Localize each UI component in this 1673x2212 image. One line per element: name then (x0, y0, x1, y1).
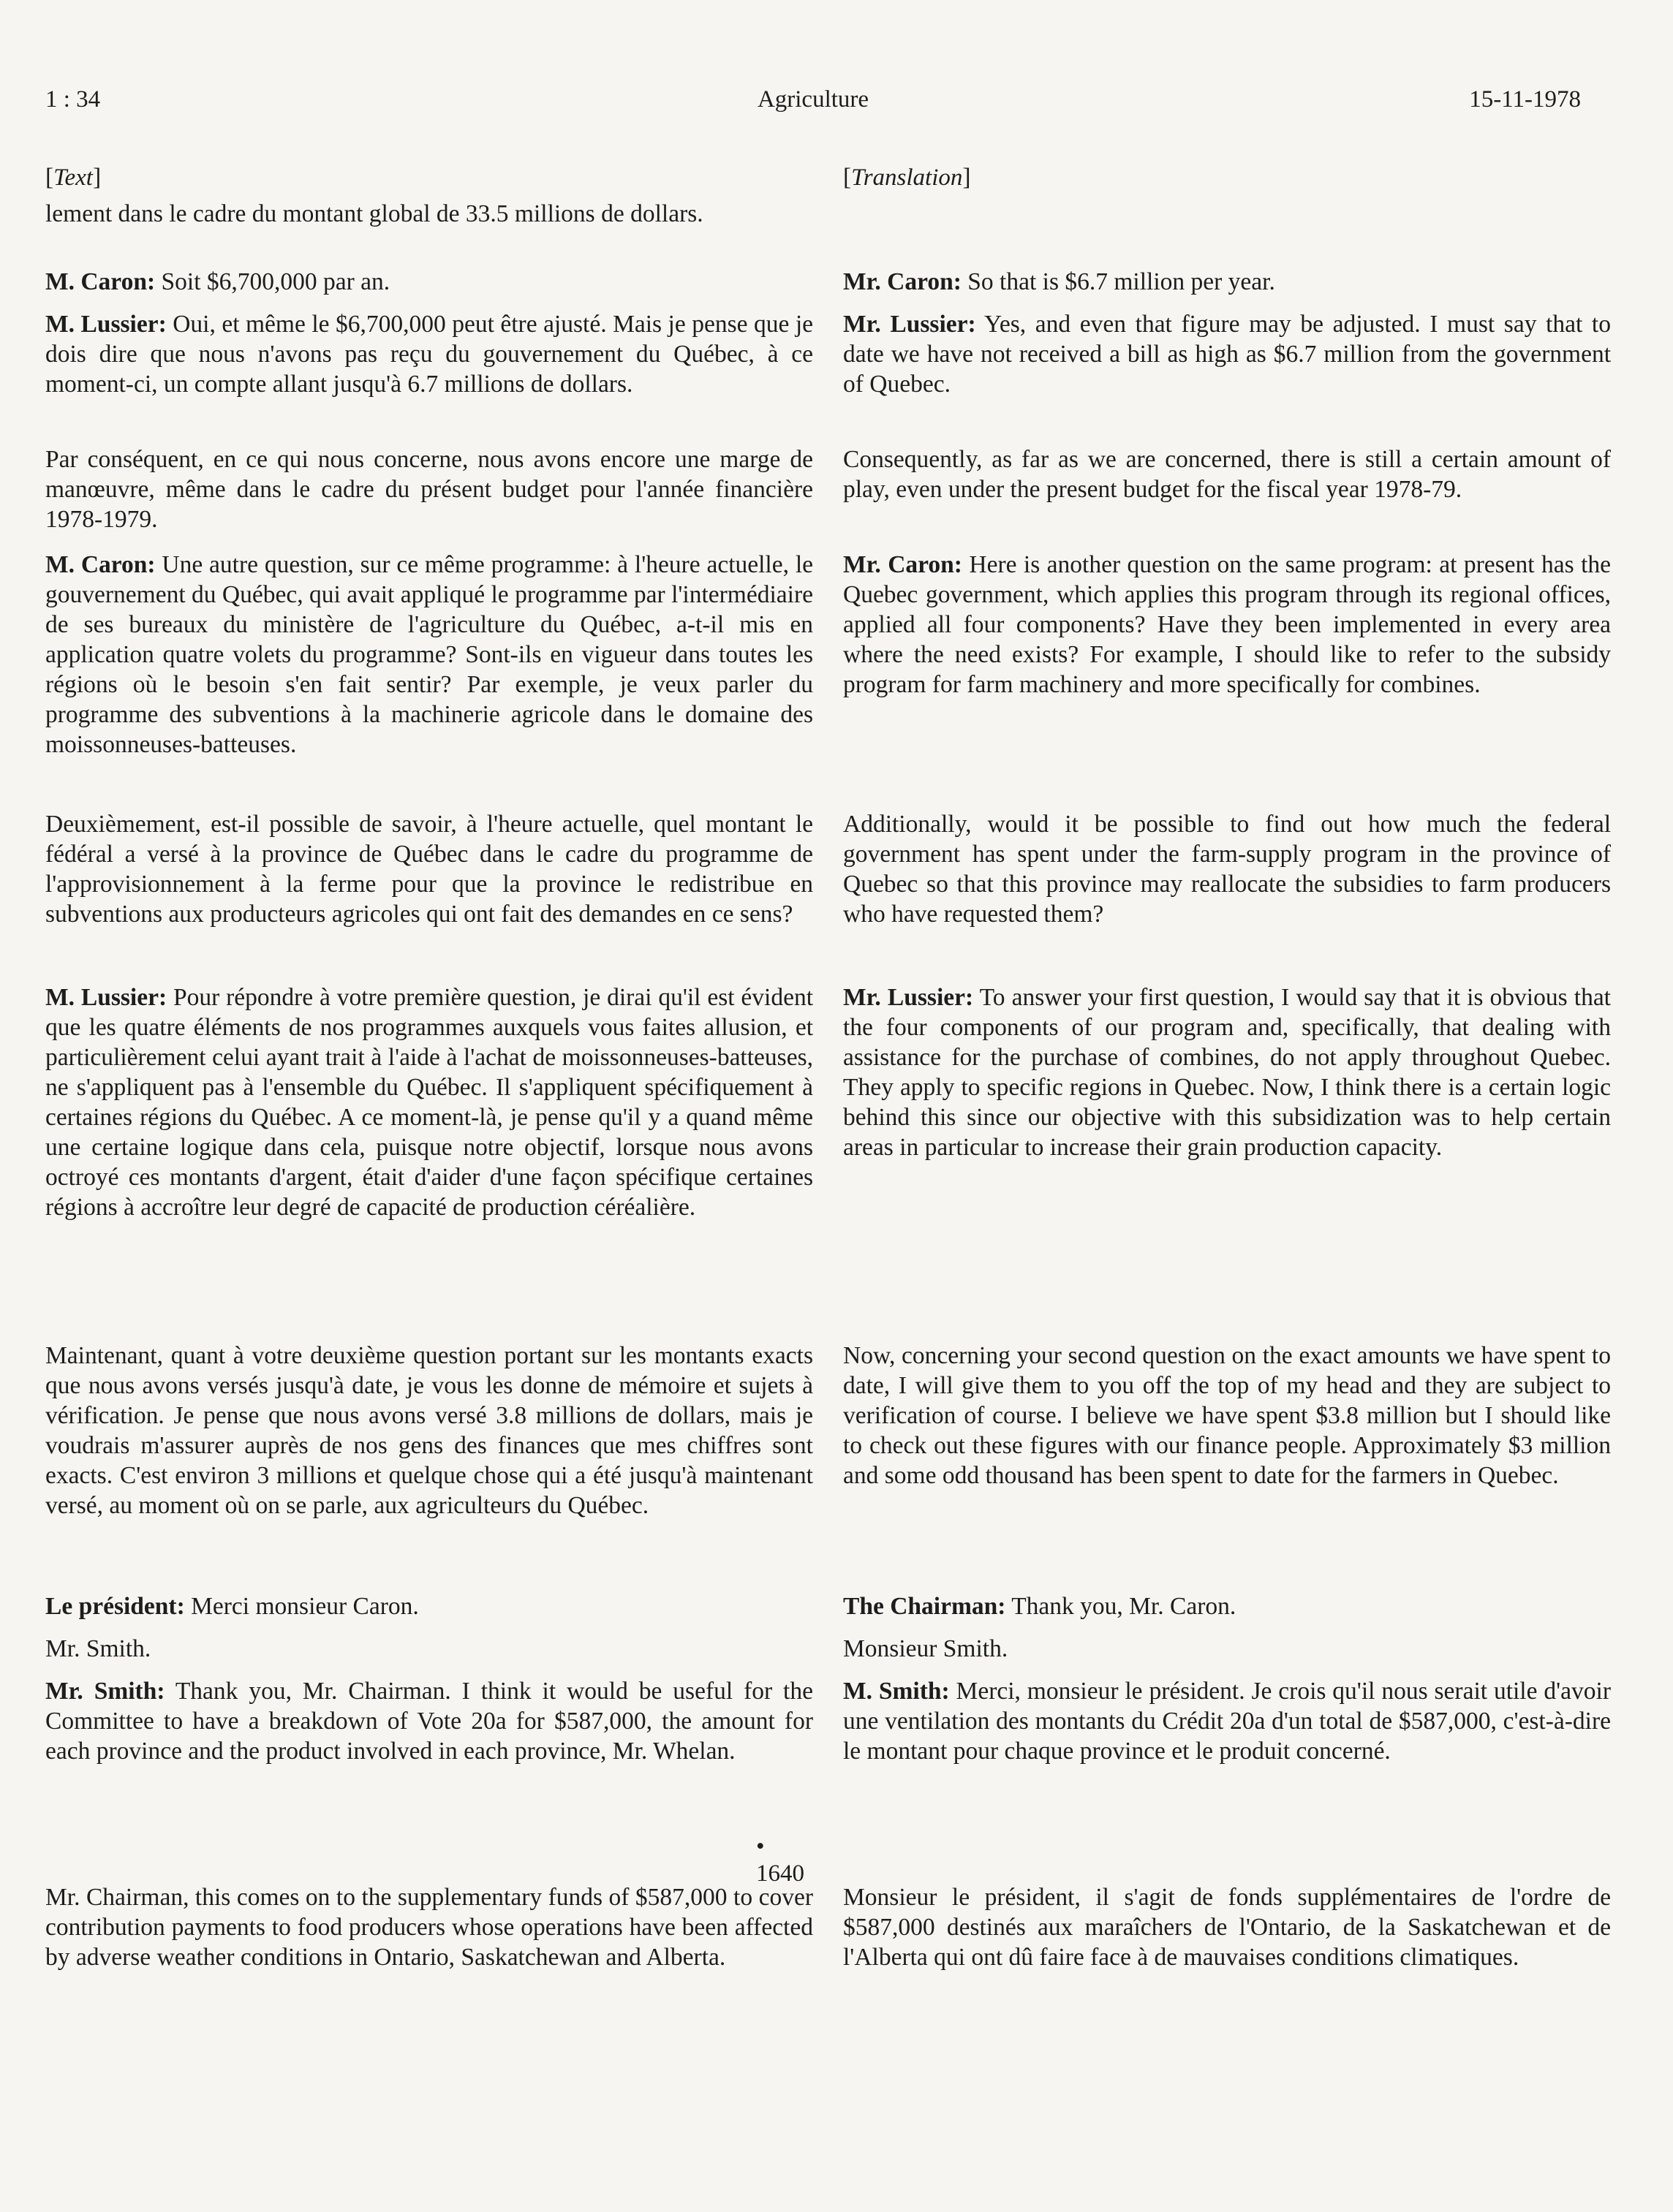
paragraph: Mr. Caron: So that is $6.7 million per year. (843, 268, 1275, 295)
speaker-name: Mr. Caron: (843, 551, 962, 578)
paragraph: Par conséquent, en ce qui nous concerne, nous avons encore une marge de manœuvre, même dans le cadre du présent budget pour l'année financière 1978-1979. (45, 446, 813, 533)
paragraph: Le président: Merci monsieur Caron. (45, 1593, 419, 1620)
paragraph: M. Smith: Merci, monsieur le président. Je crois qu'il nous serait utile d'avoir une ventilation des montants du Crédit 20a d'un total de $587,000, c'est-à-dire le montant pour chaque province et le produit concerné. (843, 1678, 1611, 1765)
speaker-name: The Chairman: (843, 1593, 1006, 1620)
speaker-name: Mr. Lussier: (843, 984, 974, 1011)
paragraph: M. Caron: Soit $6,700,000 par an. (45, 268, 390, 295)
paragraph: M. Lussier: Oui, et même le $6,700,000 peut être ajusté. Mais je pense que je dois dire que nous n'avons pas reçu du gouvernement du Québec, à ce moment-ci, un compte allant jusqu'à 6.7 millions de dollars. (45, 311, 813, 398)
page-header (45, 86, 1581, 121)
paragraph: Maintenant, quant à votre deuxième question portant sur les montants exacts que nous avons versés jusqu'à date, je vous les donne de mémoire et sujets à vérification. Je pense que nous avons versé 3.8 millions de dollars, mais je voudrais m'assurer auprès de nos gens des finances que mes chiffres sont exacts. C'est environ 3 millions et quelque chose qui a été jusqu'à maintenant versé, au moment où on se parle, aux agriculteurs du Québec. (45, 1342, 813, 1519)
speaker-name: Mr. Caron: (843, 268, 962, 295)
paragraph: Mr. Caron: Here is another question on the same program: at present has the Quebec government, which applies this program through its regional offices, applied all four components? Have they been implemented in every area where the need exists? For example, I should like to refer to the subsidy program for farm machinery and more specifically for combines. (843, 551, 1612, 698)
paragraph: Mr. Lussier: To answer your first question, I would say that it is obvious that the four components of our program and, specifically, that dealing with assistance for the purchase of combines, do not apply throughout Quebec. They apply to specific regions in Quebec. Now, I think there is a certain logic behind this since our objective with this subsidization was to help certain areas in particular to increase their grain production capacity. (843, 984, 1611, 1161)
speaker-name: M. Caron: (45, 268, 156, 295)
paragraph: Deuxièmement, est-il possible de savoir, à l'heure actuelle, quel montant le fédéral a versé à la province de Québec dans le cadre du programme de l'approvisionnement à la ferme pour que la province le redistribue en subventions aux producteurs agricoles qui ont fait des demandes en ce sens? (45, 811, 813, 928)
paragraph: Mr. Chairman, this comes on to the supplementary funds of $587,000 to cover contribution payments to food producers whose operations have been affected by adverse weather conditions in Ontario, Saskatchewan and Alberta. (45, 1884, 813, 1971)
paragraph: Now, concerning your second question on the exact amounts we have spent to date, I will give them to you off the top of my head and they are subject to verification of course. I believe we have spent $3.8 million but I should like to check out these figures with our finance people. Approximately $3 million and some odd thousand has been spent to date for the farmers in Quebec. (843, 1342, 1611, 1489)
time-stamp: • 1640 (756, 1833, 804, 1887)
paragraph: M. Caron: Une autre question, sur ce même programme: à l'heure actuelle, le gouvernement du Québec, qui avait appliqué le programme par l'intermédiaire de ses bureaux du ministère de l'agriculture du Québec, a-t-il mis en application quatre volets du programme? Sont-ils en vigueur dans toutes les régions où le besoin s'en fait sentir? Par exemple, je veux parler du programme des subventions à la machinerie agricole dans le domaine des moissonneuses-batteuses. (45, 551, 813, 758)
running-title: Agriculture (757, 86, 869, 113)
paragraph: Monsieur Smith. (843, 1635, 1008, 1662)
page-number: 1 : 34 (45, 86, 101, 113)
translation-marker: [Translation] (843, 164, 971, 191)
speaker-name: Mr. Lussier: (843, 311, 976, 338)
paragraph: Additionally, would it be possible to find out how much the federal government has spent under the farm-supply program in the province of Quebec so that this province may reallocate the subsidies to farm producers who have requested them? (843, 811, 1611, 928)
speaker-name: M. Lussier: (45, 984, 167, 1011)
paragraph: M. Lussier: Pour répondre à votre première question, je dirai qu'il est évident que les quatre éléments de nos programmes auxquels vous faites allusion, et particulièrement celui ayant trait à l'aide à l'achat de moissonneuses-batteuses, ne s'appliquent pas à l'ensemble du Québec. Il s'appliquent spécifiquement à certaines régions du Québec. A ce moment-là, je pense qu'il y a quand même une certaine logique dans cela, puisque notre objectif, lorsque nous avons octroyé ces montants d'argent, était d'aider d'une façon spécifique certaines régions à accroître leur degré de capacité de production céréalière. (45, 984, 814, 1221)
speaker-name: M. Smith: (843, 1678, 950, 1705)
paragraph: Mr. Smith. (45, 1635, 151, 1662)
speaker-name: M. Caron: (45, 551, 156, 578)
paragraph: Mr. Smith: Thank you, Mr. Chairman. I think it would be useful for the Committee to have a breakdown of Vote 20a for $587,000, the amount for each province and the product involved in each province, Mr. Whelan. (45, 1678, 813, 1765)
paragraph: The Chairman: Thank you, Mr. Caron. (843, 1593, 1236, 1620)
speaker-name: Mr. Smith: (45, 1678, 165, 1705)
text-marker: [Text] (45, 164, 102, 191)
paragraph: lement dans le cadre du montant global de 33.5 millions de dollars. (45, 200, 703, 227)
paragraph: Monsieur le président, il s'agit de fonds supplémentaires de l'ordre de $587,000 destinés aux maraîchers de l'Ontario, de la Saskatchewan et de l'Alberta qui ont dû faire face à de mauvaises conditions climatiques. (843, 1884, 1611, 1971)
header-date: 15-11-1978 (1469, 86, 1581, 113)
speaker-name: M. Lussier: (45, 311, 167, 338)
paragraph: Mr. Lussier: Yes, and even that figure may be adjusted. I must say that to date we have not received a bill as high as $6.7 million from the government of Quebec. (843, 311, 1611, 398)
speaker-name: Le président: (45, 1593, 185, 1620)
paragraph: Consequently, as far as we are concerned, there is still a certain amount of play, even under the present budget for the fiscal year 1978-79. (843, 446, 1611, 503)
